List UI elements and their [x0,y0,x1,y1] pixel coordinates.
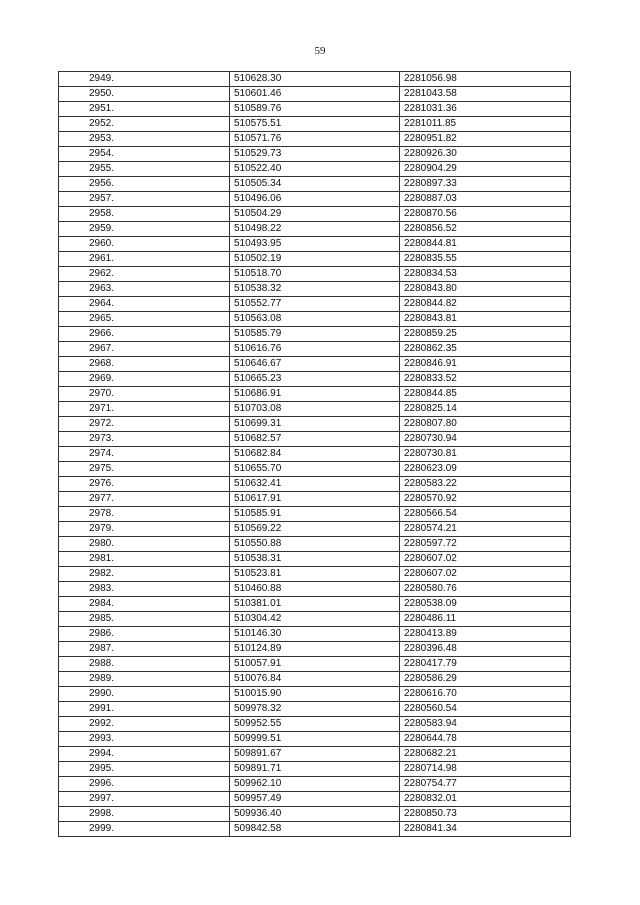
y-coordinate-cell: 2280538.09 [400,597,571,612]
table-row [59,507,571,522]
table-row [59,282,571,297]
point-number-cell: 2963. [59,282,230,297]
y-coordinate-cell: 2280730.81 [400,447,571,462]
point-number-cell: 2977. [59,492,230,507]
table-row [59,567,571,582]
y-coordinate-cell: 2280844.81 [400,237,571,252]
table-row [59,537,571,552]
point-number-cell: 2968. [59,357,230,372]
point-number-cell: 2976. [59,477,230,492]
point-number-cell: 2983. [59,582,230,597]
x-coordinate-cell: 510686.91 [230,387,400,402]
x-coordinate-cell: 510682.57 [230,432,400,447]
point-number-cell: 2984. [59,597,230,612]
table-row [59,417,571,432]
table-row [59,222,571,237]
x-coordinate-cell: 510504.29 [230,207,400,222]
y-coordinate-cell: 2280904.29 [400,162,571,177]
table-row [59,207,571,222]
y-coordinate-cell: 2281043.58 [400,87,571,102]
x-coordinate-cell: 510381.01 [230,597,400,612]
x-coordinate-cell: 510493.95 [230,237,400,252]
table-row [59,402,571,417]
point-number-cell: 2986. [59,627,230,642]
point-number-cell: 2997. [59,792,230,807]
table-row [59,732,571,747]
coordinates-table-body [59,72,571,837]
y-coordinate-cell: 2280607.02 [400,567,571,582]
point-number-cell: 2982. [59,567,230,582]
x-coordinate-cell: 510571.76 [230,132,400,147]
point-number-cell: 2989. [59,672,230,687]
x-coordinate-cell: 510124.89 [230,642,400,657]
table-row [59,552,571,567]
y-coordinate-cell: 2280843.81 [400,312,571,327]
point-number-cell: 2972. [59,417,230,432]
point-number-cell: 2969. [59,372,230,387]
y-coordinate-cell: 2280580.76 [400,582,571,597]
point-number-cell: 2987. [59,642,230,657]
point-number-cell: 2953. [59,132,230,147]
x-coordinate-cell: 510569.22 [230,522,400,537]
y-coordinate-cell: 2280887.03 [400,192,571,207]
y-coordinate-cell: 2280951.82 [400,132,571,147]
y-coordinate-cell: 2280843.80 [400,282,571,297]
x-coordinate-cell: 510682.84 [230,447,400,462]
x-coordinate-cell: 510575.51 [230,117,400,132]
point-number-cell: 2950. [59,87,230,102]
x-coordinate-cell: 510550.88 [230,537,400,552]
y-coordinate-cell: 2280566.54 [400,507,571,522]
y-coordinate-cell: 2280844.82 [400,297,571,312]
x-coordinate-cell: 510538.31 [230,552,400,567]
point-number-cell: 2965. [59,312,230,327]
x-coordinate-cell: 510665.23 [230,372,400,387]
y-coordinate-cell: 2280897.33 [400,177,571,192]
table-row [59,792,571,807]
table-row [59,72,571,87]
y-coordinate-cell: 2281056.98 [400,72,571,87]
y-coordinate-cell: 2280730.94 [400,432,571,447]
y-coordinate-cell: 2280926.30 [400,147,571,162]
point-number-cell: 2973. [59,432,230,447]
x-coordinate-cell: 510628.30 [230,72,400,87]
table-row [59,687,571,702]
y-coordinate-cell: 2280850.73 [400,807,571,822]
y-coordinate-cell: 2280870.56 [400,207,571,222]
y-coordinate-cell: 2281011.85 [400,117,571,132]
y-coordinate-cell: 2280714.98 [400,762,571,777]
table-row [59,702,571,717]
table-row [59,297,571,312]
y-coordinate-cell: 2280586.29 [400,672,571,687]
point-number-cell: 2974. [59,447,230,462]
y-coordinate-cell: 2280862.35 [400,342,571,357]
y-coordinate-cell: 2280396.48 [400,642,571,657]
table-row [59,147,571,162]
x-coordinate-cell: 510522.40 [230,162,400,177]
y-coordinate-cell: 2281031.36 [400,102,571,117]
point-number-cell: 2960. [59,237,230,252]
point-number-cell: 2978. [59,507,230,522]
point-number-cell: 2998. [59,807,230,822]
table-row [59,192,571,207]
x-coordinate-cell: 510496.06 [230,192,400,207]
point-number-cell: 2995. [59,762,230,777]
table-row [59,597,571,612]
point-number-cell: 2961. [59,252,230,267]
point-number-cell: 2967. [59,342,230,357]
point-number-cell: 2949. [59,72,230,87]
table-row [59,267,571,282]
x-coordinate-cell: 510304.42 [230,612,400,627]
x-coordinate-cell: 510585.91 [230,507,400,522]
point-number-cell: 2991. [59,702,230,717]
x-coordinate-cell: 510617.91 [230,492,400,507]
point-number-cell: 2988. [59,657,230,672]
x-coordinate-cell: 510498.22 [230,222,400,237]
page-number: 59 [314,45,326,57]
table-row [59,627,571,642]
table-row [59,822,571,837]
x-coordinate-cell: 509999.51 [230,732,400,747]
table-row [59,177,571,192]
y-coordinate-cell: 2280417.79 [400,657,571,672]
y-coordinate-cell: 2280859.25 [400,327,571,342]
point-number-cell: 2981. [59,552,230,567]
x-coordinate-cell: 510699.31 [230,417,400,432]
point-number-cell: 2993. [59,732,230,747]
point-number-cell: 2958. [59,207,230,222]
x-coordinate-cell: 509936.40 [230,807,400,822]
point-number-cell: 2990. [59,687,230,702]
x-coordinate-cell: 510703.08 [230,402,400,417]
table-row [59,372,571,387]
x-coordinate-cell: 510563.08 [230,312,400,327]
x-coordinate-cell: 510585.79 [230,327,400,342]
y-coordinate-cell: 2280682.21 [400,747,571,762]
table-row [59,522,571,537]
table-row [59,747,571,762]
x-coordinate-cell: 510601.46 [230,87,400,102]
point-number-cell: 2996. [59,777,230,792]
table-row [59,642,571,657]
point-number-cell: 2985. [59,612,230,627]
x-coordinate-cell: 510505.34 [230,177,400,192]
y-coordinate-cell: 2280825.14 [400,402,571,417]
point-number-cell: 2966. [59,327,230,342]
x-coordinate-cell: 509952.55 [230,717,400,732]
table-row [59,312,571,327]
x-coordinate-cell: 509957.49 [230,792,400,807]
table-row [59,252,571,267]
point-number-cell: 2979. [59,522,230,537]
table-row [59,132,571,147]
table-row [59,87,571,102]
x-coordinate-cell: 510646.67 [230,357,400,372]
y-coordinate-cell: 2280754.77 [400,777,571,792]
x-coordinate-cell: 510589.76 [230,102,400,117]
point-number-cell: 2999. [59,822,230,837]
x-coordinate-cell: 509978.32 [230,702,400,717]
y-coordinate-cell: 2280560.54 [400,702,571,717]
table-row [59,462,571,477]
y-coordinate-cell: 2280807.80 [400,417,571,432]
y-coordinate-cell: 2280835.55 [400,252,571,267]
table-row [59,162,571,177]
y-coordinate-cell: 2280832.01 [400,792,571,807]
y-coordinate-cell: 2280486.11 [400,612,571,627]
table-row [59,492,571,507]
y-coordinate-cell: 2280834.53 [400,267,571,282]
x-coordinate-cell: 509891.67 [230,747,400,762]
table-row [59,447,571,462]
y-coordinate-cell: 2280846.91 [400,357,571,372]
table-row [59,357,571,372]
table-row [59,762,571,777]
x-coordinate-cell: 510552.77 [230,297,400,312]
y-coordinate-cell: 2280583.22 [400,477,571,492]
x-coordinate-cell: 510076.84 [230,672,400,687]
x-coordinate-cell: 510057.91 [230,657,400,672]
table-row [59,777,571,792]
table-row [59,102,571,117]
table-row [59,582,571,597]
x-coordinate-cell: 510523.81 [230,567,400,582]
x-coordinate-cell: 510502.19 [230,252,400,267]
y-coordinate-cell: 2280570.92 [400,492,571,507]
table-row [59,657,571,672]
table-row [59,432,571,447]
x-coordinate-cell: 510616.76 [230,342,400,357]
y-coordinate-cell: 2280833.52 [400,372,571,387]
table-row [59,342,571,357]
point-number-cell: 2955. [59,162,230,177]
point-number-cell: 2992. [59,717,230,732]
point-number-cell: 2970. [59,387,230,402]
point-number-cell: 2954. [59,147,230,162]
point-number-cell: 2971. [59,402,230,417]
point-number-cell: 2962. [59,267,230,282]
y-coordinate-cell: 2280844.85 [400,387,571,402]
y-coordinate-cell: 2280644.78 [400,732,571,747]
point-number-cell: 2951. [59,102,230,117]
x-coordinate-cell: 510655.70 [230,462,400,477]
table-row [59,327,571,342]
table-row [59,117,571,132]
table-row [59,807,571,822]
y-coordinate-cell: 2280574.21 [400,522,571,537]
y-coordinate-cell: 2280623.09 [400,462,571,477]
x-coordinate-cell: 510460.88 [230,582,400,597]
table-row [59,672,571,687]
point-number-cell: 2964. [59,297,230,312]
point-number-cell: 2994. [59,747,230,762]
y-coordinate-cell: 2280607.02 [400,552,571,567]
x-coordinate-cell: 510146.30 [230,627,400,642]
y-coordinate-cell: 2280841.34 [400,822,571,837]
x-coordinate-cell: 510015.90 [230,687,400,702]
table-row [59,477,571,492]
x-coordinate-cell: 510529.73 [230,147,400,162]
table-row [59,237,571,252]
point-number-cell: 2957. [59,192,230,207]
x-coordinate-cell: 510632.41 [230,477,400,492]
point-number-cell: 2952. [59,117,230,132]
y-coordinate-cell: 2280856.52 [400,222,571,237]
x-coordinate-cell: 510538.32 [230,282,400,297]
y-coordinate-cell: 2280597.72 [400,537,571,552]
point-number-cell: 2975. [59,462,230,477]
table-row [59,717,571,732]
x-coordinate-cell: 510518.70 [230,267,400,282]
y-coordinate-cell: 2280583.94 [400,717,571,732]
point-number-cell: 2980. [59,537,230,552]
table-row [59,387,571,402]
point-number-cell: 2959. [59,222,230,237]
table-row [59,612,571,627]
point-number-cell: 2956. [59,177,230,192]
x-coordinate-cell: 509962.10 [230,777,400,792]
x-coordinate-cell: 509891.71 [230,762,400,777]
y-coordinate-cell: 2280413.89 [400,627,571,642]
y-coordinate-cell: 2280616.70 [400,687,571,702]
x-coordinate-cell: 509842.58 [230,822,400,837]
coordinates-table [58,71,571,837]
